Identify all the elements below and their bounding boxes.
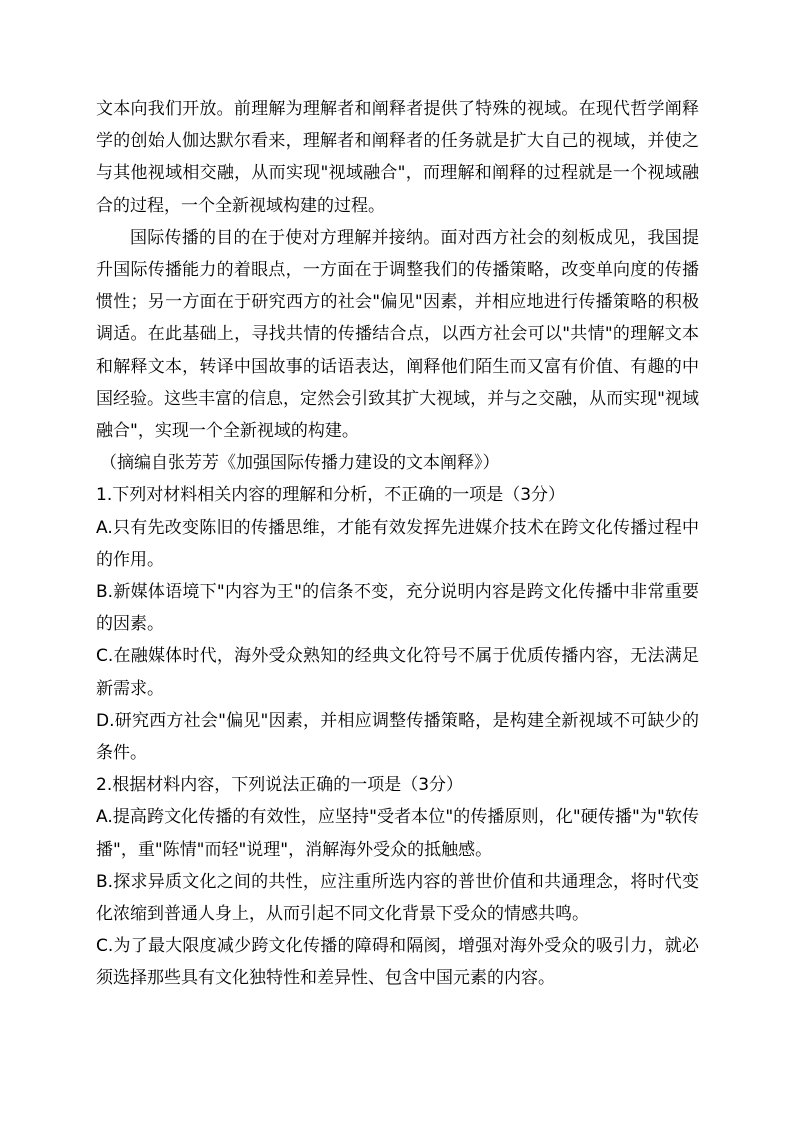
question-2 bbox=[96, 769, 699, 994]
question-1-option-b: B.新媒体语境下"内容为王"的信条不变，充分说明内容是跨文化传播中非常重要的因素。 bbox=[96, 582, 699, 635]
document-page bbox=[96, 93, 699, 995]
question-1-option-c: C.在融媒体时代，海外受众熟知的经典文化符号不属于优质传播内容，无法满足新需求。 bbox=[96, 646, 699, 699]
question-1 bbox=[96, 479, 699, 769]
question-2-option-b: B.探求异质文化之间的共性，应注重所选内容的普世价值和共通理念，将时代变化浓缩到普通人身上，从而引起不同文化背景下受众的情感共鸣。 bbox=[96, 871, 699, 925]
question-2-option-a: A.提高跨文化传播的有效性，应坚持"受者本位"的传播原则，化"硬传播"为"软传播"，重"陈情"而轻"说理"，消解海外受众的抵触感。 bbox=[96, 807, 699, 860]
question-1-option-d: D.研究西方社会"偏见"因素，并相应调整传播策略，是构建全新视域不可缺少的条件。 bbox=[96, 710, 699, 764]
question-1-option-a: A.只有先改变陈旧的传播思维，才能有效发挥先进媒介技术在跨文化传播过程中的作用。 bbox=[96, 517, 699, 570]
question-1-stem: 1.下列对材料相关内容的理解和分析，不正确的一项是（3分） bbox=[96, 485, 566, 506]
passage-paragraph-2: 国际传播的目的在于使对方理解并接纳。面对西方社会的刻板成见，我国提升国际传播能力的着眼点，一方面在于调整我们的传播策略，改变单向度的传播惯性；另一方面在于研究西方的社会"偏见"因素，并相应地进行传播策略的积极调适。在此基础上，寻找共情的传播结合点，以西方社会可以"共情"的理解文本和解释文本，转译中国故事的话语表达，阐释他们陌生而又富有价值、有趣的中国经验。这些丰富的信息，定然会引致其扩大视域，并与之交融，从而实现"视域融合"，实现一个全新视域的构建。 bbox=[96, 227, 699, 442]
question-2-stem: 2.根据材料内容，下列说法正确的一项是（3分） bbox=[96, 775, 464, 796]
question-2-option-c: C.为了最大限度减少跨文化传播的障碍和隔阂，增强对海外受众的吸引力，就必须选择那些具有文化独特性和差异性、包含中国元素的内容。 bbox=[96, 936, 699, 989]
passage-paragraph-1: 文本向我们开放。前理解为理解者和阐释者提供了特殊的视域。在现代哲学阐释学的创始人伽达默尔看来，理解者和阐释者的任务就是扩大自己的视域，并使之与其他视域相交融，从而实现"视域融合"，而理解和阐释的过程就是一个视域融合的过程，一个全新视域构建的过程。 bbox=[96, 99, 699, 216]
passage-source: （摘编自张芳芳《加强国际传播力建设的文本阐释》） bbox=[100, 453, 500, 474]
